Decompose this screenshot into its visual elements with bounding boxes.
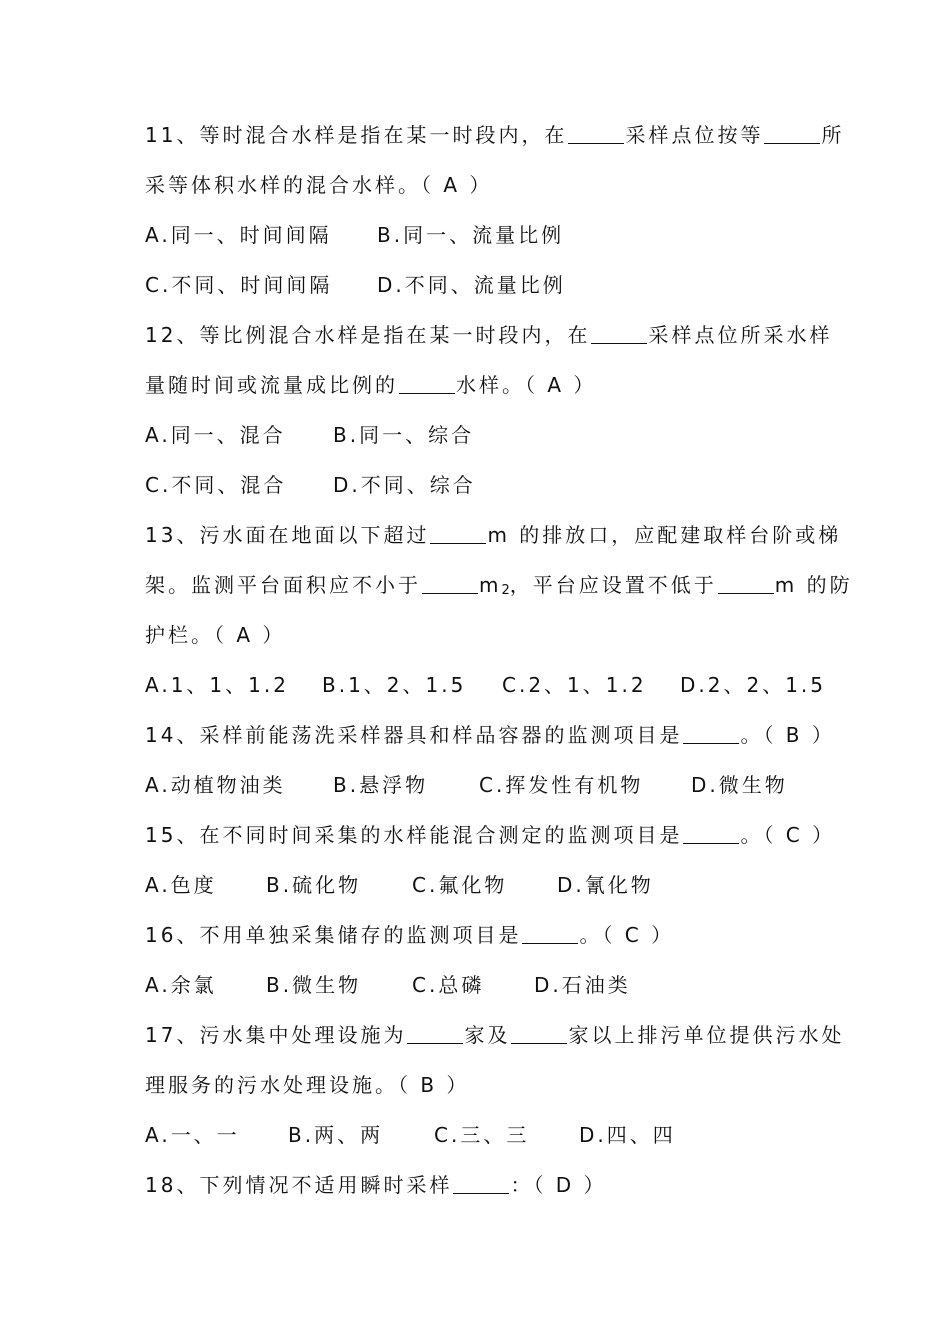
question-13-options <box>145 670 826 700</box>
option-c: C.总磷 <box>412 973 485 997</box>
answer-blank <box>453 1173 509 1194</box>
answer-blank <box>683 723 739 744</box>
question-12-line-1 <box>145 320 832 350</box>
q14-text-a: 14、采样前能荡洗采样器具和样品容器的监测项目是 <box>145 723 683 747</box>
q13-unit-exponent: 2 <box>501 583 510 598</box>
option-b: B.微生物 <box>266 973 362 997</box>
q15-text-a: 15、在不同时间采集的水样能混合测定的监测项目是 <box>145 823 683 847</box>
question-13-line-2 <box>145 570 853 606</box>
option-c: C.2、1、1.2 <box>502 673 647 697</box>
question-17-line-1 <box>145 1020 844 1050</box>
q18-text-b: ：（ D ） <box>510 1173 607 1197</box>
option-d: D.2、2、1.5 <box>680 673 827 697</box>
option-a: A.同一、时间间隔 <box>145 223 332 247</box>
q13-text-d: ，平台应设置不低于 <box>509 573 717 597</box>
option-a: A.1、1、1.2 <box>145 673 289 697</box>
option-c: C.三、三 <box>434 1123 530 1147</box>
question-17-options <box>145 1120 676 1150</box>
answer-blank <box>522 923 578 944</box>
option-c: C.挥发性有机物 <box>479 773 644 797</box>
q15-text-b: 。（ C ） <box>740 823 836 847</box>
option-b: B.两、两 <box>288 1123 384 1147</box>
q17-text-b: 家及 <box>464 1023 511 1047</box>
option-d: D.微生物 <box>691 773 788 797</box>
q13-unit-m: m <box>479 573 502 597</box>
question-14-options <box>145 770 788 800</box>
question-18-line-1 <box>145 1170 607 1200</box>
option-a: A.同一、混合 <box>145 423 286 447</box>
question-13-line-3: 护栏。（ A ） <box>145 623 286 647</box>
option-d: D.不同、流量比例 <box>377 273 566 297</box>
option-b: B.硫化物 <box>266 873 362 897</box>
answer-blank <box>718 573 774 594</box>
option-a: A.动植物油类 <box>145 773 286 797</box>
q11-text-c: 所 <box>821 123 845 147</box>
answer-blank <box>399 373 455 394</box>
q11-text-a: 11、等时混合水样是指在某一时段内，在 <box>145 123 568 147</box>
q13-text-c: 架。监测平台面积应不小于 <box>145 573 421 597</box>
question-17-line-2: 理服务的污水处理设施。（ B ） <box>145 1073 470 1097</box>
option-c: C.不同、混合 <box>145 473 287 497</box>
q14-text-b: 。（ B ） <box>740 723 835 747</box>
answer-blank <box>430 523 486 544</box>
option-c: C.不同、时间间隔 <box>145 273 333 297</box>
q12-text-c: 量随时间或流量成比例的 <box>145 373 398 397</box>
q17-text-a: 17、污水集中处理设施为 <box>145 1023 407 1047</box>
option-d: D.四、四 <box>579 1123 676 1147</box>
q18-text-a: 18、下列情况不适用瞬时采样 <box>145 1173 453 1197</box>
option-a: A.色度 <box>145 873 217 897</box>
q16-text-a: 16、不用单独采集储存的监测项目是 <box>145 923 522 947</box>
option-d: D.不同、综合 <box>333 473 476 497</box>
question-11-options-2 <box>145 270 566 300</box>
question-11-line-2: 采等体积水样的混合水样。（ A ） <box>145 173 493 197</box>
answer-blank <box>407 1023 463 1044</box>
option-b: B.同一、综合 <box>333 423 475 447</box>
question-13-line-1 <box>145 520 841 550</box>
question-16-line-1 <box>145 920 674 950</box>
answer-blank <box>511 1023 567 1044</box>
question-11-options-1 <box>145 220 564 250</box>
q17-text-c: 家以上排污单位提供污水处 <box>568 1023 845 1047</box>
question-12-options-2 <box>145 470 476 500</box>
answer-blank <box>568 123 624 144</box>
question-12-line-2 <box>145 370 596 400</box>
option-b: B.同一、流量比例 <box>377 223 565 247</box>
q16-text-b: 。（ C ） <box>579 923 675 947</box>
q12-text-b: 采样点位所采水样 <box>648 323 833 347</box>
answer-blank <box>591 323 647 344</box>
question-16-options <box>145 970 631 1000</box>
q12-text-d: 水样。（ A ） <box>456 373 597 397</box>
q12-text-a: 12、等比例混合水样是指在某一时段内，在 <box>145 323 591 347</box>
question-11-line-1 <box>145 120 844 150</box>
question-12-options-1 <box>145 420 474 450</box>
option-c: C.氟化物 <box>412 873 508 897</box>
option-b: B.悬浮物 <box>333 773 429 797</box>
question-15-line-1 <box>145 820 835 850</box>
answer-blank <box>422 573 478 594</box>
q11-text-b: 采样点位按等 <box>625 123 764 147</box>
q13-text-a: 13、污水面在地面以下超过 <box>145 523 430 547</box>
option-b: B.1、2、1.5 <box>322 673 467 697</box>
q13-text-e: m 的防 <box>774 573 853 597</box>
option-d: D.氰化物 <box>557 873 654 897</box>
q13-text-b: m 的排放口，应配建取样台阶或梯 <box>487 523 842 547</box>
option-d: D.石油类 <box>534 973 631 997</box>
option-a: A.一、一 <box>145 1123 240 1147</box>
option-a: A.余氯 <box>145 973 217 997</box>
question-15-options <box>145 870 654 900</box>
question-14-line-1 <box>145 720 835 750</box>
answer-blank <box>764 123 820 144</box>
answer-blank <box>683 823 739 844</box>
